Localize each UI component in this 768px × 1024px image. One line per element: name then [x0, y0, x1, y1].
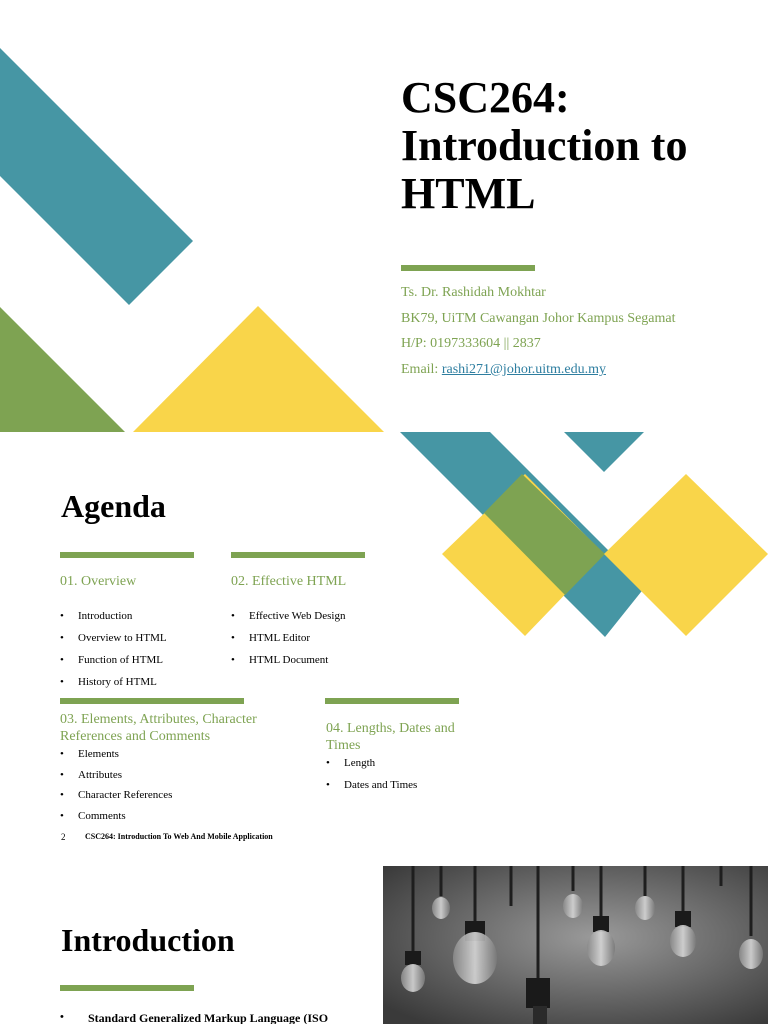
list-item: • Standard Generalized Markup Language (ISO — [60, 1011, 328, 1024]
introduction-slide — [0, 866, 768, 1024]
section-1-divider — [60, 552, 194, 558]
lightbulbs-photo — [383, 866, 768, 1024]
section-4-divider — [325, 698, 459, 704]
lightbulbs-illustration — [383, 866, 768, 1024]
section-4-list — [326, 757, 417, 801]
section-1-list — [60, 610, 167, 698]
title-divider — [401, 265, 535, 271]
list-item: • Dates and Times — [326, 779, 417, 801]
section-3-heading: 03. Elements, Attributes, Character References and Comments — [60, 712, 257, 744]
agenda-decoration — [400, 432, 768, 866]
introduction-title: Introduction — [61, 922, 235, 958]
section-4-heading: 04. Lengths, Dates and Times — [326, 721, 455, 753]
list-item: • Function of HTML — [60, 654, 167, 676]
list-item: • Effective Web Design — [231, 610, 345, 632]
agenda-slide — [0, 432, 768, 866]
title-line-3: HTML — [401, 169, 536, 218]
list-item: • Introduction — [60, 610, 167, 632]
agenda-title: Agenda — [61, 488, 166, 524]
green-triangle-shape — [0, 307, 125, 432]
slide-footer: CSC264: Introduction To Web And Mobile Application — [85, 832, 273, 841]
list-item: • Elements — [60, 748, 172, 769]
list-item: • History of HTML — [60, 676, 167, 698]
list-item: • HTML Document — [231, 654, 345, 676]
list-item: • Overview to HTML — [60, 632, 167, 654]
presentation-title — [401, 74, 761, 218]
section-3-divider — [60, 698, 244, 704]
list-item: • Character References — [60, 789, 172, 810]
section-2-heading: 02. Effective HTML — [231, 574, 347, 589]
title-slide — [0, 0, 768, 432]
author-name: Ts. Dr. Rashidah Mokhtar — [401, 285, 546, 300]
phone-number: H/P: 0197333604 || 2837 — [401, 336, 541, 351]
yellow-triangle-shape — [133, 306, 384, 432]
introduction-divider — [60, 985, 194, 991]
title-line-2: Introduction to — [401, 121, 688, 170]
page-number: 2 — [61, 832, 66, 842]
teal-small-triangle-shape — [564, 432, 644, 472]
email-line — [401, 362, 606, 378]
introduction-list — [60, 1011, 328, 1024]
yellow-diamond-right-shape — [604, 474, 768, 636]
office-address: BK79, UiTM Cawangan Johor Kampus Segamat — [401, 311, 676, 326]
list-item: • Comments — [60, 810, 172, 831]
section-3-list — [60, 748, 172, 830]
list-item: • Length — [326, 757, 417, 779]
email-link[interactable]: rashi271@johor.uitm.edu.my — [441, 362, 606, 377]
section-2-list — [231, 610, 345, 676]
email-label: Email: — [401, 362, 442, 377]
section-1-heading: 01. Overview — [60, 574, 137, 589]
list-item: • Attributes — [60, 769, 172, 790]
title-slide-decoration — [0, 0, 400, 432]
section-2-divider — [231, 552, 365, 558]
list-item: • HTML Editor — [231, 632, 345, 654]
title-line-1: CSC264: — [401, 73, 570, 122]
teal-band-shape — [0, 48, 193, 305]
